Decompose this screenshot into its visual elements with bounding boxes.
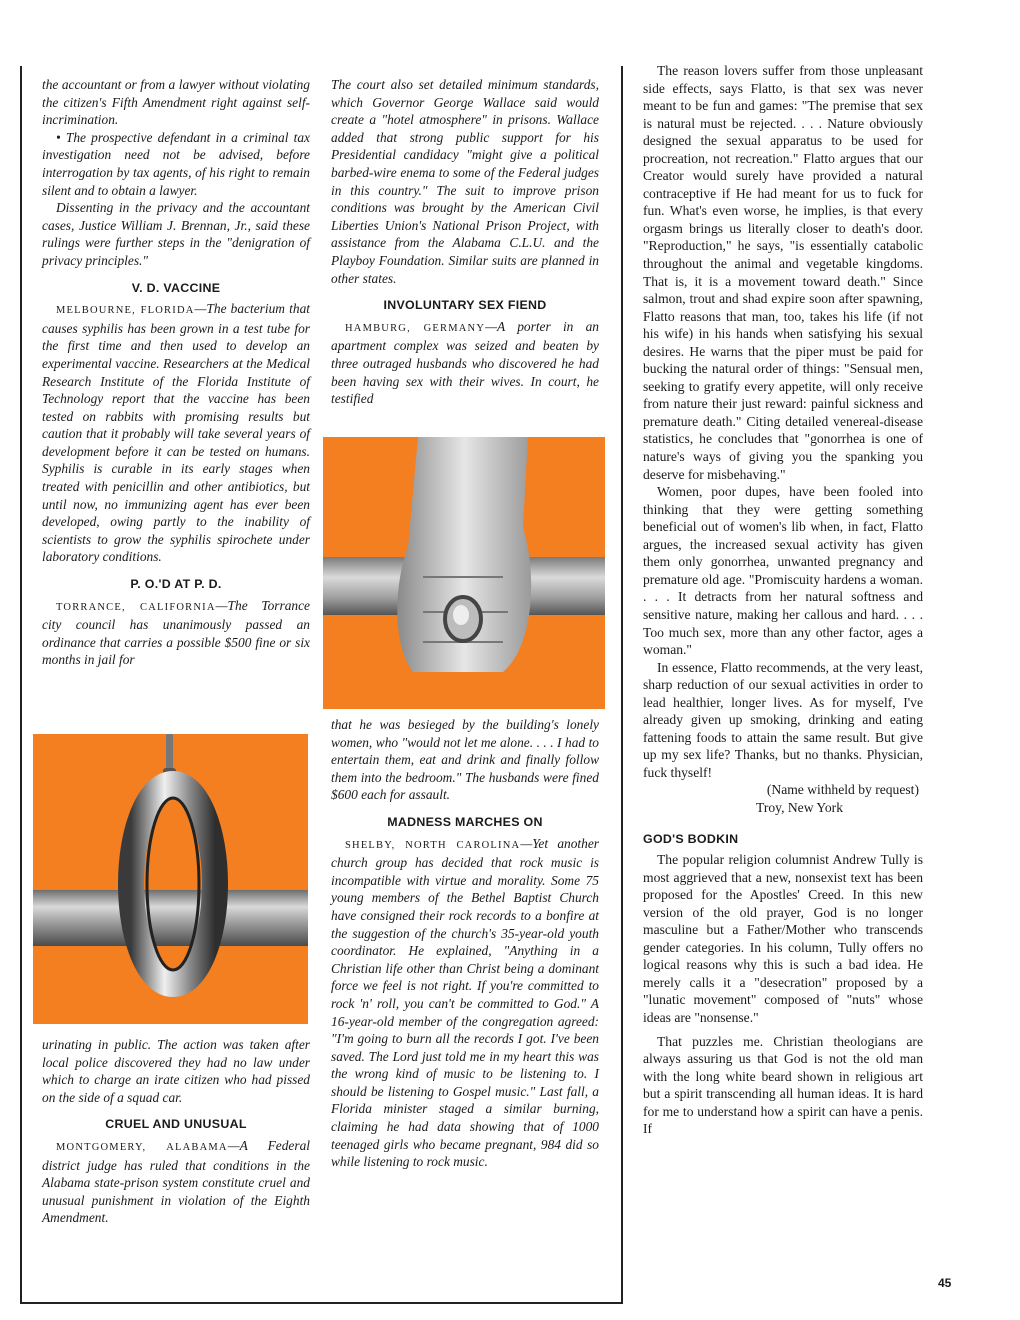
column-3 xyxy=(643,62,923,1138)
col1-paragraph-1: the accountant or from a lawyer without violating the citizen's Fifth Amendment right against self-incrimination. xyxy=(42,77,310,128)
signature-name-withheld: (Name withheld by request) xyxy=(766,782,919,798)
headline-involuntary-sex-fiend: INVOLUNTARY SEX FIEND xyxy=(383,298,547,313)
column-1-bottom xyxy=(42,1036,310,1227)
col2-paragraph-3: that he was besieged by the building's lonely women, who "would not let me alone. . . . I had to entertain them, eat and drink and finally follow them into the bedroom." The husbands were fined $600 each for assault. xyxy=(331,717,599,803)
signature-location: Troy, New York xyxy=(756,799,843,815)
col1-paragraph-3: Dissenting in the privacy and the accountant cases, Justice William J. Brennan, Jr., said these rulings were further steps in the "denigration of privacy principles." xyxy=(42,200,310,268)
col3-paragraph-1: The reason lovers suffer from those unpleasant side effects, says Flatto, is that sex was never meant to be fun and games: "The premise that sex is natural must be rejected. . . . Nature obviously designed the sexual apparatus to be used for procreation, not recreation." Flatto argues that our Creator would surely have provided a natural contraceptive if He had meant for us to fuck for fun. What's even worse, he implies, is that every orgasm brings us literally closer to death's door. "Reproduction," he says, "is essentially catabolic throughout the animal and vegetable kingdoms. That is, it is a movement toward death." Since salmon, trout and shad expire soon after spawning, Flatto reasons that man, too, takes his life (if not his wife) in his hands when satisfying his sexual desires. He warns that the piper must be paid for bucking the natural order of things: "Sensual men, seeking to gratify every appetite, will only receive from nature their just reward: painful sickness and premature death." Citing detailed venereal-disease statistics, he concludes that "gonorrhea is one of nature's ways of giving you the spanking you deserve for misbehaving." xyxy=(643,63,923,482)
headline-pod-at-pd: P. O.'D AT P. D. xyxy=(130,577,222,592)
col3-paragraph-2: Women, poor dupes, have been fooled into thinking that they were getting something beneficial out of women's lib when, in fact, Flatto argues, the increased sexual activity has given them only gonorrhea, unwanted pregnancy and premature old age. "Promiscuity hardens a woman. . . . It detracts from her natural softness and sensitive nature, making her callous and hard. . . . Too much sex, more than any other factor, ages a woman." xyxy=(643,484,923,658)
dateline-montgomery: MONTGOMERY, ALABAMA xyxy=(56,1141,228,1153)
headline-gods-bodkin: GOD'S BODKIN xyxy=(643,831,739,846)
headline-madness-marches-on: MADNESS MARCHES ON xyxy=(387,814,543,829)
col1-paragraph-5: —The Torrance city council has unanimously passed an ordinance that carries a possible $500 fine or six months in jail for xyxy=(42,597,310,668)
col1-paragraph-2: • The prospective defendant in a criminal tax investigation need not be advised, before interrogation by tax agents, of his right to remain silent and to obtain a lawyer. xyxy=(42,129,310,198)
photo-hand-with-ring xyxy=(323,437,605,709)
col2-paragraph-2: —A porter in an apartment complex was seized and beaten by three outraged husbands who discovered he had been having sex with their wives. In court, he testified xyxy=(331,318,600,407)
headline-vd-vaccine: V. D. VACCINE xyxy=(131,280,221,295)
col1-paragraph-4: —The bacterium that causes syphilis has been grown in a test tube for the first time and then used to develop an experimental vaccine. Researchers at the Medical Research Institute of the Florida Institute of Technology report that the vaccine has been tested on rabbits with promising results but caution that it probably will take several years of development before it can be tested on humans. Syphilis is curable in its early stages when treated with penicillin and other antibiotics, but until now, no immunizing agent has ever been developed, owing partly to the inability of scientists to grow the syphilis spirochete under laboratory conditions. xyxy=(42,301,310,565)
column-2-bottom xyxy=(331,716,599,1171)
dateline-shelby: SHELBY, NORTH CAROLINA xyxy=(345,839,521,851)
column-2-top xyxy=(331,76,599,408)
column-1-top xyxy=(42,76,310,669)
dateline-torrance: TORRANCE, CALIFORNIA xyxy=(56,601,216,613)
headline-cruel-and-unusual: CRUEL AND UNUSUAL xyxy=(105,1117,247,1132)
hand-illustration xyxy=(323,437,605,709)
handcuff-illustration xyxy=(33,734,308,1024)
photo-handcuff-on-pipe xyxy=(33,734,308,1024)
dateline-melbourne: MELBOURNE, FLORIDA xyxy=(56,305,195,317)
page-number: 45 xyxy=(938,1276,952,1290)
col1-paragraph-7: —A Federal district judge has ruled that conditions in the Alabama state-prison system constitute cruel and unusual punishment in violation of the Eighth Amendment. xyxy=(42,1137,310,1226)
col1-paragraph-6: urinating in public. The action was taken after local police discovered they had no law under which to charge an irate citizen who had pissed on the side of a squad car. xyxy=(42,1037,310,1105)
col2-paragraph-4: —Yet another church group has decided that rock music is incompatible with virtue and morality. Some 75 young members of the Bethel Baptist Church have consigned their rock records to a bonfire at the suggestion of the church's 35-year-old youth coordinator. He explained, "Anything in a Christian life other than Christ being a dominant force we feel is not right. If you're committed to rock 'n' roll, you can't be committed to God." A 16-year-old member of the congregation agreed: "I'm going to burn all the records I got. I've been saved. The Lord just told me in my heart this was the wrong kind of music to be listening to. I should be listening to Gospel music." Last fall, a Florida minister staged a similar burning, claiming he had data showing that of 1000 teenaged girls who became pregnant, 984 did so while listening to rock music. xyxy=(331,835,599,1170)
col2-paragraph-1: The court also set detailed minimum standards, which Governor George Wallace said would create a "hotel atmosphere" in prisons. Wallace added that strong public support for his Presidential candidacy "might give a political barbed-wire enema to some of the Federal judges in this country." The suit to improve prison conditions was brought by the American Civil Liberties Union's National Prison Project, with assistance from the Alabama C.L.U. and the Playboy Foundation. Similar suits are planned in other states. xyxy=(331,77,599,286)
col3-paragraph-3: In essence, Flatto recommends, at the very least, sharp reduction of our sexual activities in order to lead healthier, longer lives. As for myself, I've already given up smoking, drinking and eating fattening foods to attain the same result. But give up my sex life? Thanks, but no thanks. Physician, fuck thyself! xyxy=(643,659,923,780)
col3-paragraph-4: The popular religion columnist Andrew Tully is most aggrieved that a new, nonsexist text has been proposed for the Apostles' Creed. In this new version of the old prayer, God is no longer masculine but a Father/Mother who transcends gender categories. In his column, Tully offers no logical reasons why this is such a bad idea. He merely calls it a "desecration" proposed by a "lunatic movement" composed of "nuts" whose ideas are "nonsense." xyxy=(643,852,923,1025)
dateline-hamburg: HAMBURG, GERMANY xyxy=(345,322,486,334)
col3-paragraph-5: That puzzles me. Christian theologians are always assuring us that God is not the old man with the long white beard shown in religious art but a spirit transcending all human ideas. It is hard for me to understand how a spirit can have a penis. If xyxy=(643,1033,923,1137)
